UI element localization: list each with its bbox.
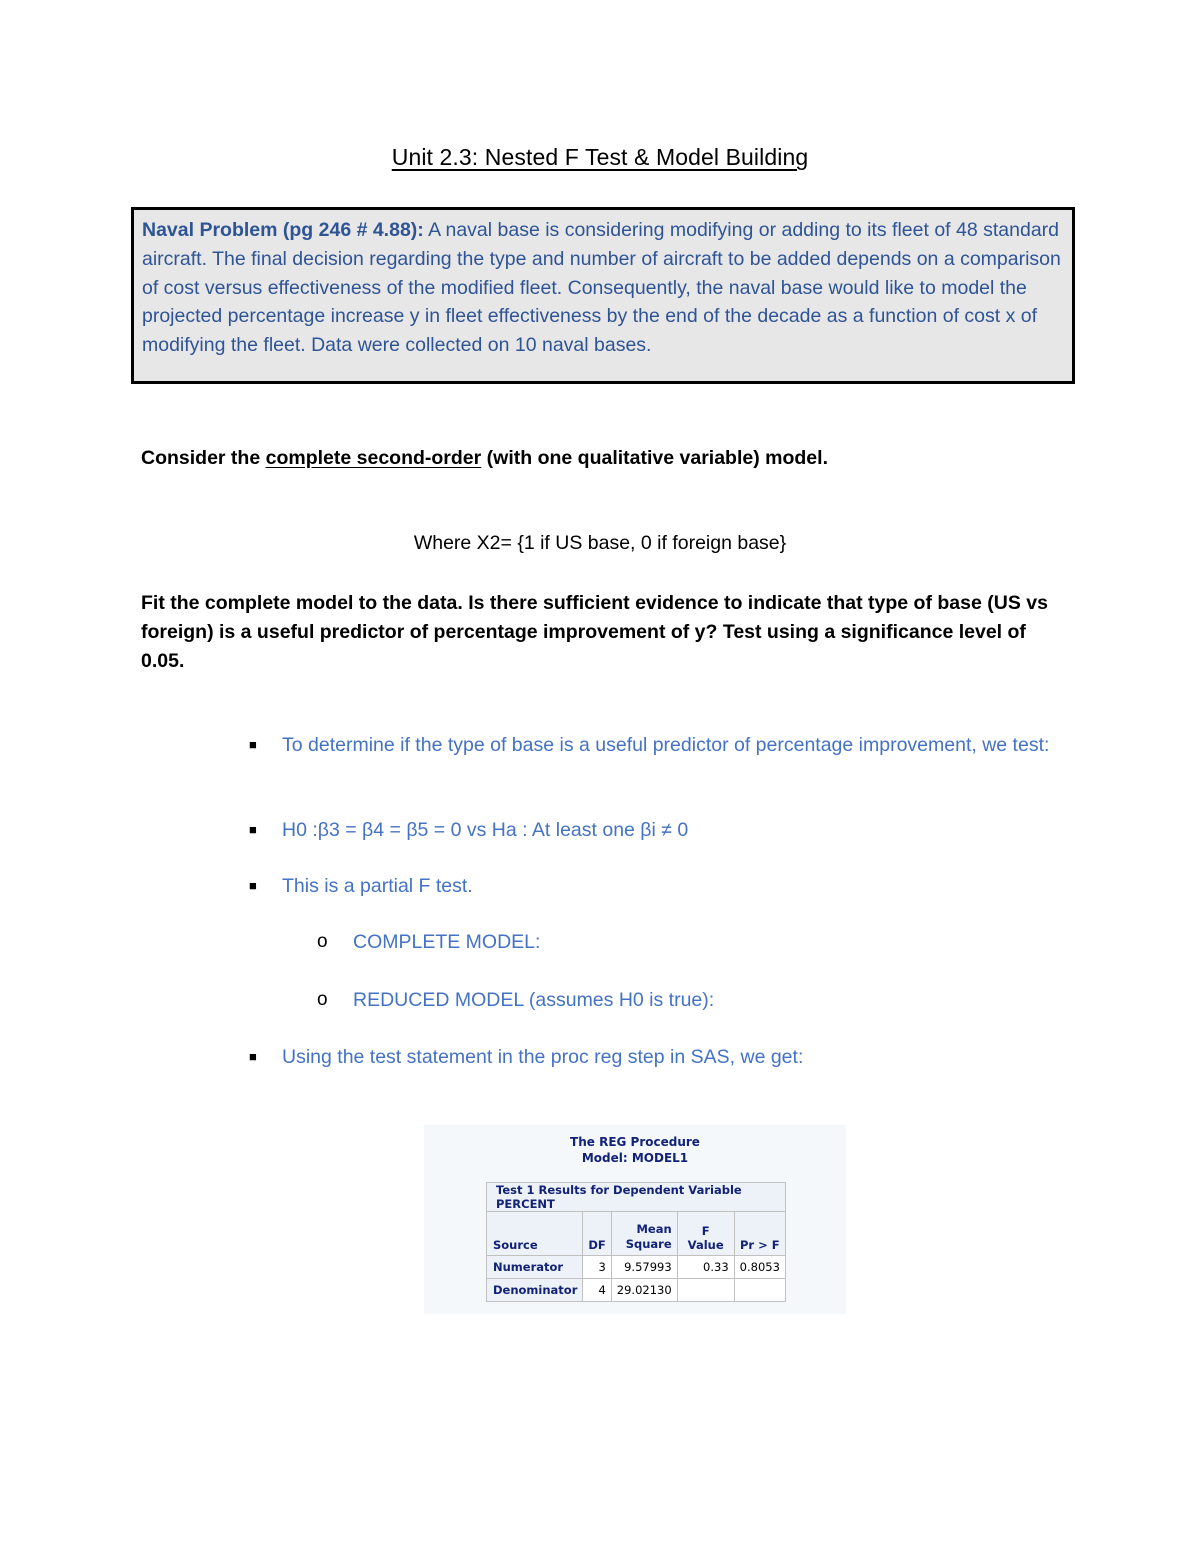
table-caption: Test 1 Results for Dependent Variable PERCENT	[487, 1183, 786, 1212]
cell-f-value: 0.33	[677, 1256, 734, 1279]
row-source: Denominator	[487, 1279, 583, 1302]
cell-p-value: 0.8053	[734, 1256, 785, 1279]
sub-item-reduced-model	[315, 986, 714, 1015]
row-source: Numerator	[487, 1256, 583, 1279]
sas-model-title: Model: MODEL1	[581, 1151, 689, 1165]
table-caption-row	[487, 1183, 786, 1212]
sub-item-text: COMPLETE MODEL:	[353, 931, 541, 953]
question-text: Fit the complete model to the data. Is there sufficient evidence to indicate that type of base (US vs foreign) is a useful predictor of percentage improvement of y? Test using a significance level of 0.05.	[141, 592, 1048, 672]
hypothesis-text: H0 :β3 = β4 = β5 = 0 vs Ha : At least one βi ≠ 0	[282, 819, 689, 841]
cell-p-value	[734, 1279, 785, 1302]
circle-bullet-icon: o	[317, 931, 328, 952]
where-definition: Where X2= {1 if US base, 0 if foreign base}	[413, 532, 787, 554]
problem-label: Naval Problem (pg 246 # 4.88):	[142, 219, 424, 241]
bullet-item	[246, 731, 1066, 760]
problem-statement-box	[131, 207, 1075, 384]
table-header-row	[487, 1212, 786, 1256]
cell-mean-square: 9.57993	[611, 1256, 677, 1279]
bullet-text: To determine if the type of base is a useful predictor of percentage improvement, we test:	[282, 734, 1050, 756]
bullet-text: Using the test statement in the proc reg step in SAS, we get:	[282, 1046, 804, 1068]
bullet-text: This is a partial F test.	[282, 875, 473, 897]
sub-item-complete-model	[315, 928, 540, 957]
sas-procedure-title: The REG Procedure	[570, 1135, 700, 1149]
consider-prefix: Consider the	[141, 447, 266, 469]
bullet-item	[246, 872, 1066, 901]
column-header-p-value: Pr > F	[734, 1212, 785, 1256]
circle-bullet-icon: o	[317, 989, 328, 1010]
square-bullet-icon: ■	[249, 1049, 257, 1064]
column-header-df: DF	[583, 1212, 611, 1256]
cell-df: 4	[583, 1279, 611, 1302]
consider-statement	[141, 447, 828, 470]
bullet-item	[246, 816, 1066, 845]
square-bullet-icon: ■	[249, 822, 257, 837]
column-header-f-value: F Value	[677, 1212, 734, 1256]
bullet-item	[246, 1043, 1066, 1072]
consider-suffix: (with one qualitative variable) model.	[481, 447, 828, 469]
column-header-source: Source	[487, 1212, 583, 1256]
mean-square-line-2: Square	[625, 1237, 672, 1251]
square-bullet-icon: ■	[249, 878, 257, 893]
sas-test-results-table	[486, 1182, 786, 1302]
problem-text: A naval base is considering modifying or adding to its fleet of 48 standard aircraft. The final decision regarding the type and number of aircraft to be added depends on a comparison of cost versus effectiveness of the modified fleet. Consequently, the naval base would like to model the projected percentage increase y in fleet effectiveness by the end of the decade as a function of cost x of modifying the fleet. Data were collected on 10 naval bases.	[142, 219, 1061, 357]
sub-item-text: REDUCED MODEL (assumes H0 is true):	[353, 989, 715, 1011]
mean-square-line-1: Mean	[636, 1222, 672, 1236]
sas-output-panel	[424, 1125, 846, 1314]
square-bullet-icon: ■	[249, 737, 257, 752]
column-header-mean-square	[611, 1212, 677, 1256]
cell-df: 3	[583, 1256, 611, 1279]
complete-second-order-term: complete second-order	[265, 447, 482, 469]
cell-f-value	[677, 1279, 734, 1302]
table-row	[487, 1256, 786, 1279]
table-row	[487, 1279, 786, 1302]
cell-mean-square: 29.02130	[611, 1279, 677, 1302]
page-title: Unit 2.3: Nested F Test & Model Building	[391, 144, 809, 170]
